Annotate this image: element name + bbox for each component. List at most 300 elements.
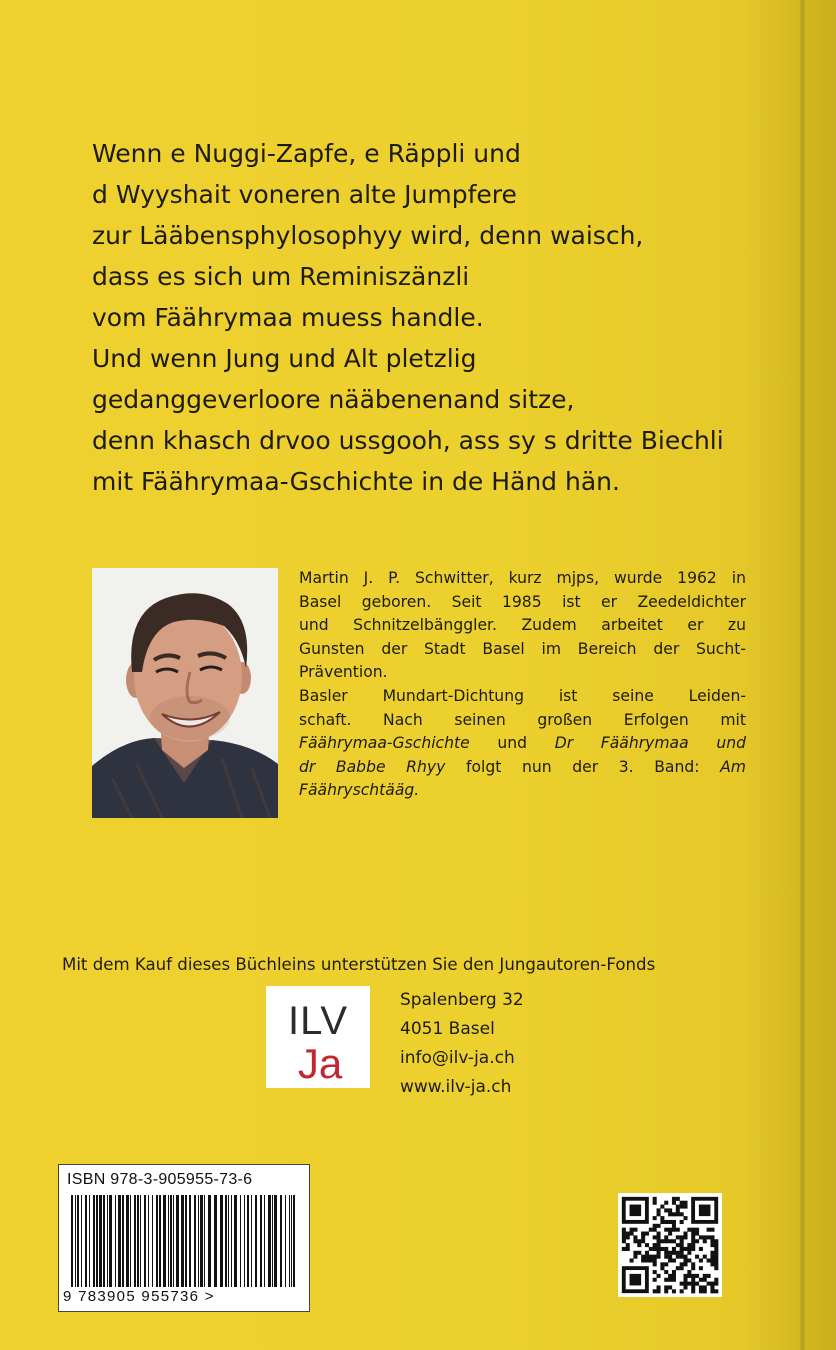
barcode-bar bbox=[170, 1195, 172, 1287]
qr-module bbox=[680, 1201, 684, 1205]
qr-module bbox=[660, 1216, 664, 1220]
qr-module bbox=[695, 1232, 699, 1236]
qr-module bbox=[637, 1243, 641, 1247]
bio-line bbox=[299, 779, 746, 803]
barcode-bar bbox=[280, 1195, 282, 1287]
qr-module bbox=[668, 1278, 672, 1282]
barcode-bar bbox=[75, 1195, 76, 1287]
qr-module bbox=[680, 1289, 684, 1293]
qr-module bbox=[649, 1258, 653, 1262]
qr-module bbox=[664, 1228, 668, 1232]
qr-module bbox=[633, 1239, 637, 1243]
qr-module bbox=[645, 1251, 649, 1255]
qr-module bbox=[683, 1255, 687, 1259]
bio-line bbox=[299, 732, 746, 756]
bio-word: und bbox=[497, 734, 528, 753]
qr-module bbox=[645, 1258, 649, 1262]
qr-module bbox=[672, 1228, 676, 1232]
qr-module bbox=[683, 1278, 687, 1282]
barcode-bar bbox=[260, 1195, 262, 1287]
qr-module bbox=[703, 1285, 707, 1289]
barcode-bar bbox=[115, 1195, 116, 1287]
qr-module bbox=[680, 1262, 684, 1266]
qr-module bbox=[680, 1220, 684, 1224]
barcode-bar bbox=[156, 1195, 158, 1287]
barcode-bar bbox=[251, 1195, 252, 1287]
qr-module bbox=[626, 1247, 630, 1251]
qr-module bbox=[676, 1205, 680, 1209]
qr-module bbox=[691, 1232, 695, 1236]
barcode-bar bbox=[130, 1195, 131, 1287]
blurb-line: Und wenn Jung und Alt pletzlig bbox=[92, 344, 477, 373]
bio-word: folgt nun der 3. Band: bbox=[465, 757, 700, 776]
book-title: dr Babbe Rhyy bbox=[299, 757, 446, 776]
qr-module bbox=[683, 1216, 687, 1220]
qr-module bbox=[714, 1289, 718, 1293]
qr-module bbox=[695, 1239, 699, 1243]
qr-module bbox=[687, 1247, 691, 1251]
author-portrait bbox=[92, 568, 278, 818]
qr-module bbox=[680, 1235, 684, 1239]
barcode-bar bbox=[240, 1195, 241, 1287]
qr-module bbox=[714, 1243, 718, 1247]
qr-module bbox=[710, 1262, 714, 1266]
qr-module bbox=[683, 1285, 687, 1289]
qr-module bbox=[668, 1232, 672, 1236]
barcode-bar bbox=[214, 1195, 217, 1287]
qr-module bbox=[622, 1247, 626, 1251]
blurb-line: mit Fäährymaa-Gschichte in de Händ hän. bbox=[92, 467, 620, 496]
qr-module bbox=[703, 1289, 707, 1293]
qr-module bbox=[699, 1235, 703, 1239]
qr-module bbox=[695, 1274, 699, 1278]
qr-module bbox=[664, 1208, 668, 1212]
barcode-bar bbox=[109, 1195, 112, 1287]
qr-module bbox=[660, 1266, 664, 1270]
barcode-digits: 9 783905 955736 > bbox=[63, 1288, 215, 1305]
qr-module bbox=[691, 1228, 695, 1232]
qr-module bbox=[664, 1285, 668, 1289]
qr-module bbox=[664, 1270, 668, 1274]
qr-module bbox=[672, 1251, 676, 1255]
qr-module bbox=[710, 1228, 714, 1232]
blurb-line: Wenn e Nuggi-Zapfe, e Räppli und bbox=[92, 139, 521, 168]
qr-module bbox=[660, 1262, 664, 1266]
qr-module bbox=[649, 1255, 653, 1259]
qr-code-icon[interactable] bbox=[618, 1193, 722, 1297]
qr-module bbox=[657, 1285, 661, 1289]
website-link[interactable]: www.ilv-ja.ch bbox=[400, 1077, 512, 1097]
qr-module bbox=[707, 1258, 711, 1262]
qr-code-matrix bbox=[618, 1193, 722, 1297]
barcode-bar bbox=[198, 1195, 199, 1287]
qr-module bbox=[657, 1274, 661, 1278]
qr-module bbox=[660, 1239, 664, 1243]
qr-module bbox=[703, 1239, 707, 1243]
qr-module bbox=[668, 1239, 672, 1243]
qr-module bbox=[710, 1289, 714, 1293]
qr-module bbox=[668, 1255, 672, 1259]
barcode-bar bbox=[185, 1195, 187, 1287]
qr-module bbox=[714, 1262, 718, 1266]
qr-module bbox=[672, 1270, 676, 1274]
barcode-bar bbox=[176, 1195, 179, 1287]
barcode-bar bbox=[93, 1195, 95, 1287]
barcode-bar bbox=[85, 1195, 87, 1287]
barcode-bar bbox=[264, 1195, 265, 1287]
qr-module bbox=[714, 1266, 718, 1270]
qr-module bbox=[641, 1255, 645, 1259]
barcode-bar bbox=[200, 1195, 203, 1287]
qr-module bbox=[703, 1274, 707, 1278]
qr-module bbox=[664, 1262, 668, 1266]
qr-module bbox=[710, 1258, 714, 1262]
qr-module bbox=[672, 1224, 676, 1228]
qr-module bbox=[691, 1282, 695, 1286]
barcode-bar bbox=[272, 1195, 273, 1287]
book-title: Dr Fäährymaa und bbox=[554, 734, 746, 753]
qr-module bbox=[680, 1205, 684, 1209]
qr-module bbox=[641, 1232, 645, 1236]
barcode-bar bbox=[148, 1195, 149, 1287]
qr-module bbox=[695, 1228, 699, 1232]
qr-module bbox=[676, 1243, 680, 1247]
qr-module bbox=[707, 1274, 711, 1278]
address-line: 4051 Basel bbox=[400, 1019, 495, 1039]
barcode-bar bbox=[137, 1195, 139, 1287]
qr-module bbox=[664, 1289, 668, 1293]
barcode-bar bbox=[173, 1195, 174, 1287]
spine-edge bbox=[800, 0, 806, 1350]
qr-module bbox=[668, 1208, 672, 1212]
qr-module bbox=[622, 1239, 626, 1243]
qr-module bbox=[687, 1228, 691, 1232]
qr-module bbox=[680, 1251, 684, 1255]
qr-module bbox=[687, 1282, 691, 1286]
barcode-icon bbox=[69, 1195, 301, 1287]
qr-module bbox=[645, 1243, 649, 1247]
email-link[interactable]: info@ilv-ja.ch bbox=[400, 1048, 515, 1068]
qr-module bbox=[672, 1274, 676, 1278]
qr-module bbox=[680, 1282, 684, 1286]
barcode-bar bbox=[126, 1195, 129, 1287]
qr-module bbox=[683, 1258, 687, 1262]
portrait-drawing bbox=[92, 568, 278, 818]
qr-module bbox=[653, 1216, 657, 1220]
qr-module bbox=[668, 1274, 672, 1278]
qr-module bbox=[653, 1228, 657, 1232]
qr-module bbox=[664, 1251, 668, 1255]
qr-module bbox=[691, 1266, 695, 1270]
barcode-bar bbox=[103, 1195, 105, 1287]
isbn-barcode-panel bbox=[58, 1164, 310, 1312]
blurb-line: gedanggeverloore nääbenenand sitze, bbox=[92, 385, 575, 414]
qr-module bbox=[680, 1266, 684, 1270]
barcode-bar bbox=[134, 1195, 136, 1287]
qr-module bbox=[710, 1251, 714, 1255]
qr-module bbox=[714, 1251, 718, 1255]
qr-module bbox=[699, 1247, 703, 1251]
barcode-bar bbox=[293, 1195, 295, 1287]
barcode-bar bbox=[289, 1195, 290, 1287]
barcode-bar bbox=[274, 1195, 277, 1287]
qr-module bbox=[710, 1285, 714, 1289]
qr-module bbox=[672, 1278, 676, 1282]
qr-module bbox=[691, 1262, 695, 1266]
qr-module bbox=[653, 1278, 657, 1282]
author-bio bbox=[299, 567, 746, 803]
qr-module bbox=[676, 1228, 680, 1232]
barcode-bar bbox=[77, 1195, 79, 1287]
barcode-bar bbox=[247, 1195, 249, 1287]
qr-module bbox=[691, 1274, 695, 1278]
qr-module bbox=[680, 1255, 684, 1259]
barcode-bar bbox=[244, 1195, 245, 1287]
qr-module bbox=[657, 1243, 661, 1247]
barcode-bar bbox=[81, 1195, 82, 1287]
qr-module bbox=[714, 1239, 718, 1243]
qr-module bbox=[653, 1247, 657, 1251]
qr-module bbox=[633, 1255, 637, 1259]
qr-module bbox=[672, 1212, 676, 1216]
qr-finder-center bbox=[630, 1205, 642, 1217]
barcode-bar bbox=[234, 1195, 237, 1287]
publisher-address bbox=[400, 986, 524, 1102]
qr-module bbox=[649, 1247, 653, 1251]
qr-module bbox=[714, 1258, 718, 1262]
book-title: Fäähryschtääg. bbox=[299, 781, 420, 800]
qr-module bbox=[672, 1197, 676, 1201]
qr-module bbox=[676, 1208, 680, 1212]
qr-module bbox=[657, 1289, 661, 1293]
bio-line: Gunsten der Stadt Basel im Bereich der Sucht- bbox=[299, 639, 746, 658]
barcode-bar bbox=[96, 1195, 98, 1287]
barcode-bar bbox=[168, 1195, 169, 1287]
qr-module bbox=[710, 1255, 714, 1259]
qr-module bbox=[691, 1278, 695, 1282]
barcode-bar bbox=[152, 1195, 153, 1287]
support-note: Mit dem Kauf dieses Büchleins unterstützen Sie den Jungautoren-Fonds bbox=[62, 955, 656, 974]
barcode-bar bbox=[228, 1195, 229, 1287]
barcode-bar bbox=[255, 1195, 257, 1287]
qr-module bbox=[703, 1255, 707, 1259]
qr-module bbox=[683, 1282, 687, 1286]
qr-module bbox=[657, 1235, 661, 1239]
qr-module bbox=[633, 1228, 637, 1232]
qr-module bbox=[683, 1205, 687, 1209]
qr-module bbox=[668, 1258, 672, 1262]
qr-module bbox=[664, 1247, 668, 1251]
qr-finder-center bbox=[699, 1205, 711, 1217]
barcode-bar bbox=[163, 1195, 166, 1287]
qr-module bbox=[641, 1239, 645, 1243]
qr-module bbox=[660, 1247, 664, 1251]
qr-module bbox=[683, 1247, 687, 1251]
qr-module bbox=[641, 1258, 645, 1262]
qr-module bbox=[641, 1235, 645, 1239]
qr-module bbox=[691, 1243, 695, 1247]
qr-module bbox=[664, 1278, 668, 1282]
qr-module bbox=[714, 1278, 718, 1282]
barcode-bar bbox=[268, 1195, 271, 1287]
book-title: Am bbox=[720, 757, 746, 776]
qr-module bbox=[622, 1228, 626, 1232]
qr-module bbox=[626, 1243, 630, 1247]
qr-finder-center bbox=[630, 1274, 642, 1286]
bio-line: Martin J. P. Schwitter, kurz mjps, wurde 1962 in bbox=[299, 569, 746, 587]
qr-module bbox=[672, 1247, 676, 1251]
qr-module bbox=[668, 1285, 672, 1289]
qr-module bbox=[707, 1228, 711, 1232]
barcode-bar bbox=[291, 1195, 292, 1287]
qr-module bbox=[622, 1235, 626, 1239]
qr-module bbox=[653, 1201, 657, 1205]
qr-module bbox=[710, 1239, 714, 1243]
qr-module bbox=[645, 1255, 649, 1259]
qr-module bbox=[691, 1247, 695, 1251]
qr-module bbox=[668, 1228, 672, 1232]
qr-module bbox=[699, 1285, 703, 1289]
address-line: Spalenberg 32 bbox=[400, 990, 524, 1010]
qr-module bbox=[653, 1262, 657, 1266]
qr-module bbox=[683, 1235, 687, 1239]
barcode-bar bbox=[89, 1195, 90, 1287]
bio-line: Basel geboren. Seit 1985 ist er Zeedeldichter bbox=[299, 592, 746, 611]
qr-module bbox=[668, 1220, 672, 1224]
qr-module bbox=[703, 1278, 707, 1282]
qr-module bbox=[680, 1239, 684, 1243]
qr-module bbox=[683, 1232, 687, 1236]
publisher-logo bbox=[266, 986, 370, 1088]
qr-module bbox=[633, 1235, 637, 1239]
qr-module bbox=[653, 1289, 657, 1293]
logo-text-ja: Ja bbox=[297, 1040, 343, 1087]
blurb-text bbox=[92, 133, 772, 502]
qr-module bbox=[664, 1239, 668, 1243]
qr-module bbox=[707, 1235, 711, 1239]
qr-module bbox=[637, 1251, 641, 1255]
barcode-bar bbox=[122, 1195, 124, 1287]
qr-module bbox=[660, 1220, 664, 1224]
qr-module bbox=[657, 1208, 661, 1212]
qr-module bbox=[672, 1220, 676, 1224]
bio-line: und Schnitzelbänggler. Zudem arbeitet er zu bbox=[299, 616, 746, 635]
qr-module bbox=[657, 1255, 661, 1259]
qr-module bbox=[657, 1251, 661, 1255]
qr-module bbox=[637, 1239, 641, 1243]
qr-module bbox=[710, 1243, 714, 1247]
qr-module bbox=[676, 1251, 680, 1255]
qr-module bbox=[664, 1220, 668, 1224]
qr-module bbox=[653, 1255, 657, 1259]
qr-module bbox=[672, 1239, 676, 1243]
qr-module bbox=[668, 1251, 672, 1255]
qr-module bbox=[657, 1224, 661, 1228]
qr-module bbox=[699, 1278, 703, 1282]
qr-module bbox=[657, 1239, 661, 1243]
qr-module bbox=[676, 1266, 680, 1270]
qr-module bbox=[680, 1243, 684, 1247]
qr-module bbox=[680, 1247, 684, 1251]
qr-module bbox=[676, 1212, 680, 1216]
barcode-bar bbox=[189, 1195, 191, 1287]
qr-module bbox=[622, 1232, 626, 1236]
qr-module bbox=[683, 1274, 687, 1278]
barcode-bar bbox=[118, 1195, 121, 1287]
qr-module bbox=[664, 1255, 668, 1259]
qr-module bbox=[653, 1243, 657, 1247]
qr-module bbox=[714, 1247, 718, 1251]
qr-module bbox=[699, 1289, 703, 1293]
qr-module bbox=[699, 1258, 703, 1262]
qr-module bbox=[645, 1232, 649, 1236]
qr-module bbox=[707, 1282, 711, 1286]
qr-module bbox=[672, 1289, 676, 1293]
qr-module bbox=[660, 1205, 664, 1209]
qr-module bbox=[653, 1258, 657, 1262]
blurb-line: vom Fäährymaa muess handle. bbox=[92, 303, 484, 332]
barcode-bar bbox=[194, 1195, 196, 1287]
qr-module bbox=[687, 1243, 691, 1247]
qr-module bbox=[626, 1235, 630, 1239]
barcode-bar bbox=[220, 1195, 223, 1287]
qr-module bbox=[657, 1232, 661, 1236]
qr-module bbox=[630, 1258, 634, 1262]
barcode-bar bbox=[231, 1195, 232, 1287]
qr-module bbox=[710, 1235, 714, 1239]
bio-line: schaft. Nach seinen großen Erfolgen mit bbox=[299, 710, 746, 729]
qr-module bbox=[703, 1235, 707, 1239]
ilv-ja-logo-mark bbox=[266, 986, 370, 1088]
qr-module bbox=[687, 1270, 691, 1274]
qr-module bbox=[653, 1235, 657, 1239]
qr-module bbox=[687, 1258, 691, 1262]
qr-module bbox=[691, 1239, 695, 1243]
qr-module bbox=[691, 1235, 695, 1239]
qr-module bbox=[695, 1255, 699, 1259]
barcode-bar bbox=[144, 1195, 146, 1287]
qr-module bbox=[633, 1251, 637, 1255]
qr-module bbox=[687, 1251, 691, 1255]
bio-line: Prävention. bbox=[299, 663, 388, 682]
qr-module bbox=[691, 1285, 695, 1289]
blurb-line: d Wyyshait voneren alte Jumpfere bbox=[92, 180, 517, 209]
barcode-bar bbox=[225, 1195, 227, 1287]
barcode-bar bbox=[285, 1195, 286, 1287]
qr-module bbox=[680, 1212, 684, 1216]
blurb-line: denn khasch drvoo ussgooh, ass sy s dritte Biechli bbox=[92, 426, 724, 455]
barcode-bar bbox=[99, 1195, 102, 1287]
barcode-bar bbox=[204, 1195, 205, 1287]
qr-module bbox=[668, 1212, 672, 1216]
qr-module bbox=[687, 1274, 691, 1278]
qr-module bbox=[710, 1282, 714, 1286]
bio-line: Basler Mundart-Dichtung ist seine Leiden- bbox=[299, 686, 746, 705]
logo-text-ilv: ILV bbox=[287, 999, 349, 1043]
blurb-line: zur Lääbensphylosophyy wird, denn waisch, bbox=[92, 221, 644, 250]
qr-module bbox=[653, 1224, 657, 1228]
blurb-line: dass es sich um Reminiszänzli bbox=[92, 262, 470, 291]
qr-module bbox=[676, 1197, 680, 1201]
qr-module bbox=[657, 1247, 661, 1251]
barcode-bar bbox=[107, 1195, 108, 1287]
qr-module bbox=[691, 1289, 695, 1293]
barcode-bar bbox=[159, 1195, 161, 1287]
qr-module bbox=[626, 1232, 630, 1236]
qr-module bbox=[676, 1235, 680, 1239]
qr-module bbox=[683, 1262, 687, 1266]
qr-module bbox=[649, 1228, 653, 1232]
